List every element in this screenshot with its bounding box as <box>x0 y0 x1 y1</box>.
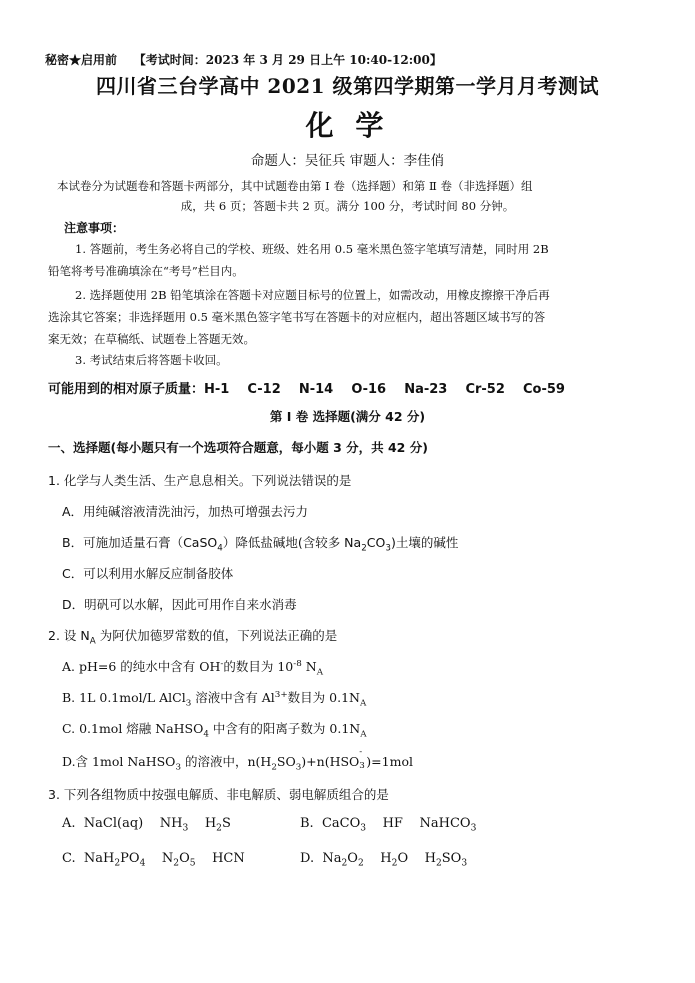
subscript: 5 <box>189 858 196 869</box>
subscript: 4 <box>217 543 223 554</box>
text: A. pH=6 的纯水中含有 OH <box>62 659 221 674</box>
formula: O <box>397 851 409 866</box>
text: ）降低盐碱地(含较多 Na <box>222 535 362 550</box>
formula: Na <box>322 851 342 866</box>
subscript: 2 <box>216 823 222 834</box>
subscript: 3 <box>175 762 182 773</box>
text: N <box>301 659 317 674</box>
subscript: 3 <box>185 698 192 709</box>
option-label: B. <box>300 816 314 831</box>
subscript: 2 <box>435 858 442 869</box>
intro-line-2: 成，共 6 页；答题卡共 2 页。满分 100 分，考试时间 80 分钟。 <box>180 199 515 213</box>
question-1-stem: 1. 化学与人类生活、生产息息相关。下列说法错误的是 <box>48 473 352 488</box>
notice-3: 3. 考试结束后将答题卡收回。 <box>75 353 228 367</box>
formula: NH <box>159 816 183 831</box>
option-label: C. <box>62 851 76 866</box>
subject-title: 化 学 <box>305 109 390 142</box>
question-3-option-c <box>62 851 245 869</box>
subscript: 2 <box>361 543 367 554</box>
option-label: A. <box>62 816 76 831</box>
atomic-masses: 可能用到的相对原子质量：H-1 C-12 N-14 O-16 Na-23 Cr-52 Co-59 <box>48 382 565 397</box>
text: 2. 设 N <box>48 628 90 643</box>
text: B．可施加适量石膏（CaSO <box>62 535 218 550</box>
text: 为阿伏加德罗常数的值，下列说法正确的是 <box>95 628 338 643</box>
text: 数目为 0.1N <box>287 690 360 705</box>
secret-label: 秘密★启用前 <box>45 53 118 67</box>
subscript: 2 <box>173 858 180 869</box>
subscript: A <box>316 667 324 678</box>
formula: NaHCO <box>419 816 471 831</box>
question-3-option-b <box>300 816 477 834</box>
subscript: A <box>89 636 96 647</box>
text: CO <box>366 535 386 550</box>
text: 的数目为 10 <box>223 659 294 674</box>
subscript: 3 <box>470 823 477 834</box>
subscript: A <box>359 698 367 709</box>
formula: H <box>204 816 217 831</box>
notice-1-line-1: 1. 答题前，考生务必将自己的学校、班级、姓名用 0.5 毫米黑色签字笔填写清楚，同时用 2B <box>75 242 549 256</box>
text: )土壤的碱性 <box>390 535 459 550</box>
question-1-option-a: A．用纯碱溶液清洗油污，加热可增强去污力 <box>62 504 309 519</box>
formula: H <box>380 851 392 866</box>
formula: NaH <box>83 851 115 866</box>
subscript: 2 <box>271 762 277 773</box>
subscript: 2 <box>357 858 364 869</box>
question-3-option-a <box>62 816 231 834</box>
text: B. 1L 0.1mol/L AlCl <box>62 690 186 705</box>
authors-line: 命题人：吴征兵 审题人：李佳俏 <box>250 153 445 169</box>
question-1-option-b <box>62 533 459 554</box>
notice-1-line-2: 铅笔将考号准确填涂在“考号”栏目内。 <box>48 264 244 278</box>
formula: O <box>179 851 190 866</box>
notice-2-line-2: 选涂其它答案；非选择题用 0.5 毫米黑色签字笔书写在答题卡的对应框内，超出答题区域书写的答 <box>48 310 546 324</box>
subscript: 3 <box>182 823 189 834</box>
formula: NaCl(aq) <box>83 816 144 831</box>
intro-line-1: 本试卷分为试题卷和答题卡两部分，其中试题卷由第 Ⅰ 卷（选择题）和第 Ⅱ 卷（非选择题）组 <box>57 179 533 193</box>
question-2-option-c <box>62 719 367 740</box>
exam-title: 四川省三台学高中 2021 级第四学期第一学月月考测试 <box>95 74 600 98</box>
subscript: 3 <box>461 858 468 869</box>
text: 的溶液中，n(H <box>181 754 272 769</box>
part-heading: 一、选择题(每小题只有一个选项符合题意，每小题 3 分，共 42 分) <box>48 440 428 455</box>
text: SO <box>276 754 296 769</box>
notice-2-line-1: 2. 选择题使用 2B 铅笔填涂在答题卡对应题目标号的位置上，如需改动，用橡皮擦擦干净后再 <box>75 288 550 302</box>
subscript: 3 <box>295 762 302 773</box>
subscript: A <box>360 729 367 740</box>
notice-heading: 注意事项： <box>64 221 125 235</box>
subscript: 2 <box>391 858 398 869</box>
question-2-option-b <box>62 688 367 709</box>
subscript: 4 <box>203 729 209 740</box>
formula: S <box>221 816 231 831</box>
text: )+n(HSO <box>301 754 360 769</box>
question-3-stem: 3. 下列各组物质中按强电解质、非电解质、弱电解质组合的是 <box>48 787 389 802</box>
text: )=1mol <box>366 754 413 769</box>
question-1-option-c: C．可以利用水解反应制备胶体 <box>62 566 234 581</box>
formula: HF <box>382 816 403 831</box>
superscript: 3+ <box>274 689 288 700</box>
question-1-option-d: D．明矾可以水解，因此可用作自来水消毒 <box>62 597 297 612</box>
subscript: 3 <box>360 823 367 834</box>
formula: H <box>424 851 436 866</box>
subscript: 2 <box>341 858 348 869</box>
sub-sup-stack: - 3 <box>359 746 365 771</box>
exam-time: 【考试时间：2023 年 3 月 29 日上午 10:40-12:00】 <box>133 53 442 67</box>
question-2-stem <box>48 626 338 647</box>
formula: SO <box>441 851 462 866</box>
formula: O <box>347 851 358 866</box>
superscript: - <box>220 658 224 669</box>
text: 中含有的阳离子数为 0.1N <box>208 721 361 736</box>
formula: PO <box>120 851 140 866</box>
question-3-option-d <box>300 851 468 869</box>
question-2-option-a <box>62 657 324 678</box>
subscript: 4 <box>139 858 146 869</box>
text: 溶液中含有 Al <box>191 690 275 705</box>
formula: HCN <box>212 851 245 866</box>
text: C. 0.1mol 熔融 NaHSO <box>62 721 204 736</box>
subscript: 2 <box>114 858 121 869</box>
superscript: -8 <box>293 658 302 669</box>
text: D.含 1mol NaHSO <box>62 754 176 769</box>
subscript: 3 <box>385 543 391 554</box>
question-2-option-d <box>62 746 413 773</box>
formula: N <box>161 851 174 866</box>
exam-header-line <box>45 51 442 68</box>
formula: CaCO <box>321 816 361 831</box>
option-label: D. <box>300 851 315 866</box>
notice-2-line-3: 案无效；在草稿纸、试题卷上答题无效。 <box>48 332 255 346</box>
section-title: 第 Ⅰ 卷 选择题(满分 42 分) <box>269 409 426 424</box>
